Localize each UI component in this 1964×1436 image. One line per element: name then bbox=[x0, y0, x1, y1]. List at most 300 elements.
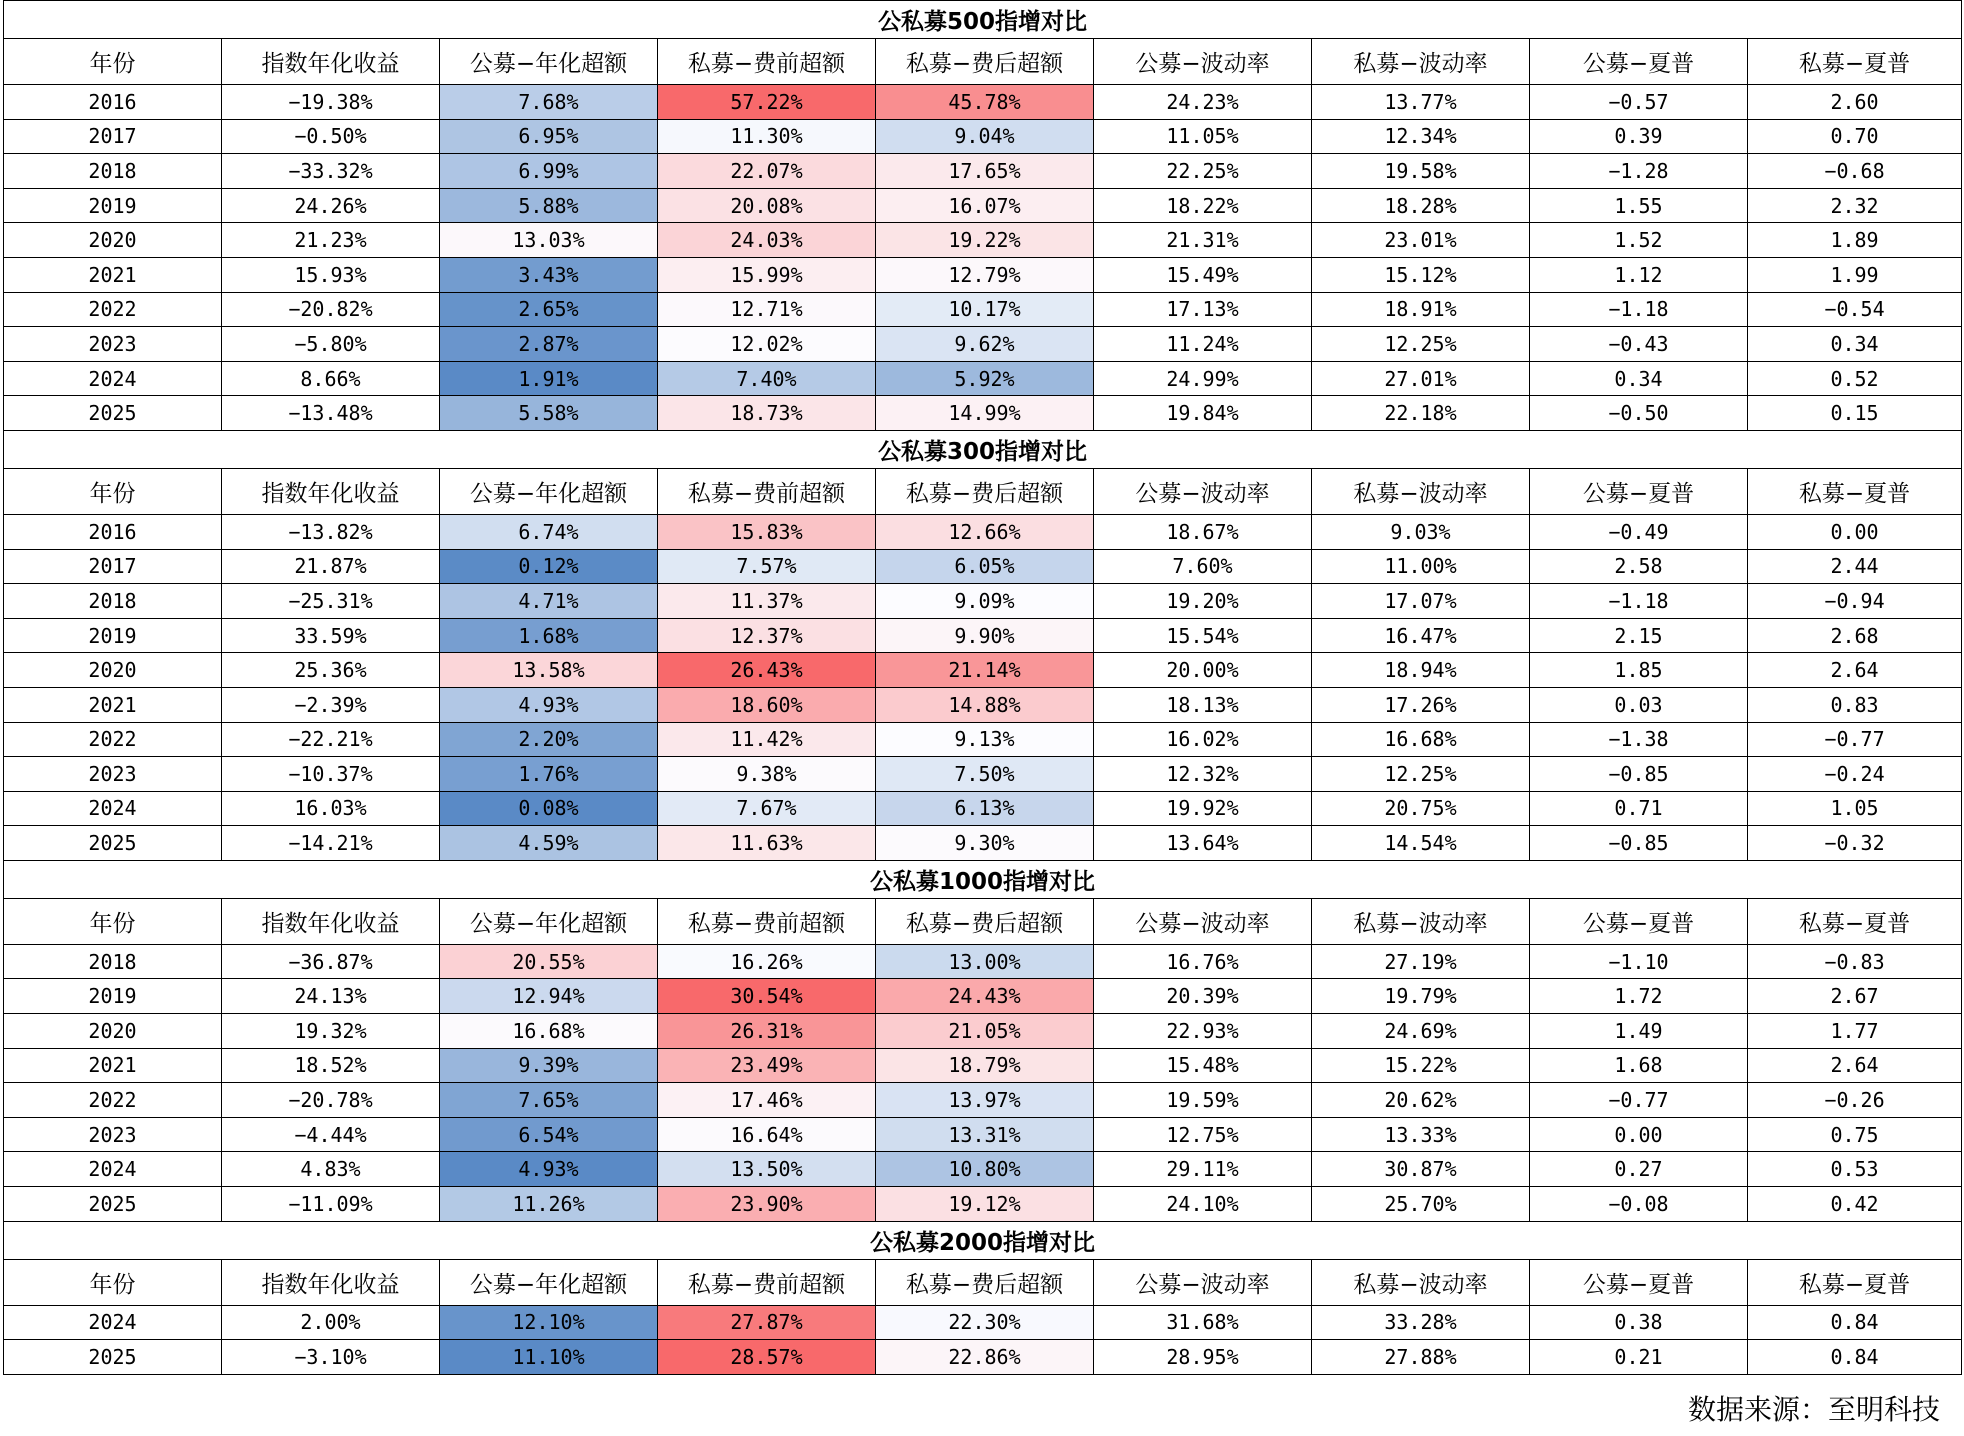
column-header: 公募−波动率 bbox=[1094, 898, 1312, 944]
column-header: 指数年化收益 bbox=[222, 1259, 440, 1305]
data-cell: −5.80% bbox=[222, 327, 440, 362]
table-row bbox=[4, 549, 1962, 584]
table-row bbox=[4, 1340, 1962, 1375]
column-header: 指数年化收益 bbox=[222, 468, 440, 514]
table-row bbox=[4, 1048, 1962, 1083]
data-cell: 22.18% bbox=[1312, 396, 1530, 431]
column-header: 公募−年化超额 bbox=[440, 1259, 658, 1305]
data-cell: 15.22% bbox=[1312, 1048, 1530, 1083]
year-cell: 2021 bbox=[4, 687, 222, 722]
year-cell: 2020 bbox=[4, 653, 222, 688]
table-row bbox=[4, 1014, 1962, 1049]
data-cell: 1.89 bbox=[1748, 223, 1962, 258]
year-cell: 2023 bbox=[4, 1117, 222, 1152]
data-cell: 14.88% bbox=[876, 687, 1094, 722]
data-cell: 24.43% bbox=[876, 979, 1094, 1014]
table-row bbox=[4, 361, 1962, 396]
data-cell: 2.65% bbox=[440, 292, 658, 327]
data-cell: −33.32% bbox=[222, 154, 440, 189]
year-cell: 2020 bbox=[4, 223, 222, 258]
data-cell: 7.50% bbox=[876, 757, 1094, 792]
table-row bbox=[4, 618, 1962, 653]
section-title-row bbox=[4, 1, 1962, 39]
table-row bbox=[4, 85, 1962, 120]
data-cell: −0.26 bbox=[1748, 1083, 1962, 1118]
column-header: 年份 bbox=[4, 898, 222, 944]
data-cell: 23.01% bbox=[1312, 223, 1530, 258]
data-cell: 8.66% bbox=[222, 361, 440, 396]
data-cell: 16.76% bbox=[1094, 944, 1312, 979]
data-cell: −0.57 bbox=[1530, 85, 1748, 120]
column-header: 私募−费后超额 bbox=[876, 468, 1094, 514]
data-cell: 22.25% bbox=[1094, 154, 1312, 189]
data-cell: 21.23% bbox=[222, 223, 440, 258]
comparison-table bbox=[3, 0, 1962, 1375]
data-cell: 7.65% bbox=[440, 1083, 658, 1118]
data-cell: −36.87% bbox=[222, 944, 440, 979]
data-cell: 0.42 bbox=[1748, 1187, 1962, 1222]
column-header: 私募−夏普 bbox=[1748, 1259, 1962, 1305]
year-cell: 2019 bbox=[4, 618, 222, 653]
data-cell: 26.31% bbox=[658, 1014, 876, 1049]
data-cell: 2.64 bbox=[1748, 1048, 1962, 1083]
data-cell: 2.64 bbox=[1748, 653, 1962, 688]
data-cell: 16.68% bbox=[1312, 722, 1530, 757]
data-cell: 57.22% bbox=[658, 85, 876, 120]
data-cell: 2.68 bbox=[1748, 618, 1962, 653]
data-cell: −0.54 bbox=[1748, 292, 1962, 327]
table-row bbox=[4, 757, 1962, 792]
column-header: 指数年化收益 bbox=[222, 898, 440, 944]
data-cell: −10.37% bbox=[222, 757, 440, 792]
data-cell: 15.49% bbox=[1094, 257, 1312, 292]
column-header: 指数年化收益 bbox=[222, 39, 440, 85]
data-cell: 2.15 bbox=[1530, 618, 1748, 653]
data-cell: 0.03 bbox=[1530, 687, 1748, 722]
data-cell: 27.88% bbox=[1312, 1340, 1530, 1375]
data-cell: 18.67% bbox=[1094, 514, 1312, 549]
section-title: 公私募500指增对比 bbox=[4, 1, 1962, 39]
data-cell: 7.40% bbox=[658, 361, 876, 396]
data-cell: 2.32 bbox=[1748, 188, 1962, 223]
data-cell: 0.38 bbox=[1530, 1305, 1748, 1340]
data-cell: −0.24 bbox=[1748, 757, 1962, 792]
table-row bbox=[4, 327, 1962, 362]
data-cell: 1.55 bbox=[1530, 188, 1748, 223]
data-cell: 1.72 bbox=[1530, 979, 1748, 1014]
data-cell: 13.64% bbox=[1094, 826, 1312, 861]
year-cell: 2019 bbox=[4, 979, 222, 1014]
table-row bbox=[4, 1083, 1962, 1118]
data-cell: −0.94 bbox=[1748, 584, 1962, 619]
data-cell: 7.57% bbox=[658, 549, 876, 584]
data-cell: 19.79% bbox=[1312, 979, 1530, 1014]
data-cell: 18.28% bbox=[1312, 188, 1530, 223]
data-cell: 20.62% bbox=[1312, 1083, 1530, 1118]
data-cell: 21.87% bbox=[222, 549, 440, 584]
column-header: 私募−费后超额 bbox=[876, 1259, 1094, 1305]
data-cell: 12.94% bbox=[440, 979, 658, 1014]
column-header: 公募−夏普 bbox=[1530, 1259, 1748, 1305]
data-cell: 13.58% bbox=[440, 653, 658, 688]
table-row bbox=[4, 944, 1962, 979]
data-cell: 13.50% bbox=[658, 1152, 876, 1187]
data-cell: 21.31% bbox=[1094, 223, 1312, 258]
data-cell: 0.34 bbox=[1530, 361, 1748, 396]
data-cell: 1.05 bbox=[1748, 791, 1962, 826]
data-cell: 28.95% bbox=[1094, 1340, 1312, 1375]
column-header: 私募−费前超额 bbox=[658, 898, 876, 944]
data-cell: 6.54% bbox=[440, 1117, 658, 1152]
year-cell: 2022 bbox=[4, 722, 222, 757]
data-cell: 0.83 bbox=[1748, 687, 1962, 722]
data-cell: 0.12% bbox=[440, 549, 658, 584]
data-cell: −0.50% bbox=[222, 119, 440, 154]
data-cell: 9.90% bbox=[876, 618, 1094, 653]
data-cell: 22.07% bbox=[658, 154, 876, 189]
header-row bbox=[4, 1259, 1962, 1305]
data-cell: 19.32% bbox=[222, 1014, 440, 1049]
data-cell: 16.26% bbox=[658, 944, 876, 979]
data-cell: 19.20% bbox=[1094, 584, 1312, 619]
data-cell: 11.30% bbox=[658, 119, 876, 154]
data-cell: 18.94% bbox=[1312, 653, 1530, 688]
section-title-row bbox=[4, 1221, 1962, 1259]
data-cell: 13.77% bbox=[1312, 85, 1530, 120]
data-cell: 22.86% bbox=[876, 1340, 1094, 1375]
data-cell: −1.38 bbox=[1530, 722, 1748, 757]
data-cell: 11.05% bbox=[1094, 119, 1312, 154]
data-cell: 0.15 bbox=[1748, 396, 1962, 431]
data-cell: 16.07% bbox=[876, 188, 1094, 223]
data-cell: 7.67% bbox=[658, 791, 876, 826]
column-header: 公募−波动率 bbox=[1094, 468, 1312, 514]
data-cell: −2.39% bbox=[222, 687, 440, 722]
year-cell: 2017 bbox=[4, 549, 222, 584]
data-cell: 0.21 bbox=[1530, 1340, 1748, 1375]
data-cell: 27.01% bbox=[1312, 361, 1530, 396]
data-cell: 20.00% bbox=[1094, 653, 1312, 688]
column-header: 年份 bbox=[4, 1259, 222, 1305]
data-cell: 12.37% bbox=[658, 618, 876, 653]
table-row bbox=[4, 687, 1962, 722]
data-cell: 24.99% bbox=[1094, 361, 1312, 396]
data-cell: 3.43% bbox=[440, 257, 658, 292]
data-cell: 23.49% bbox=[658, 1048, 876, 1083]
data-cell: 5.92% bbox=[876, 361, 1094, 396]
section-title: 公私募2000指增对比 bbox=[4, 1221, 1962, 1259]
data-cell: 5.58% bbox=[440, 396, 658, 431]
data-cell: −0.49 bbox=[1530, 514, 1748, 549]
data-cell: −20.82% bbox=[222, 292, 440, 327]
table-row bbox=[4, 722, 1962, 757]
column-header: 私募−夏普 bbox=[1748, 468, 1962, 514]
data-cell: 9.03% bbox=[1312, 514, 1530, 549]
table-row bbox=[4, 1152, 1962, 1187]
data-cell: −0.32 bbox=[1748, 826, 1962, 861]
header-row bbox=[4, 39, 1962, 85]
header-row bbox=[4, 898, 1962, 944]
data-cell: 0.27 bbox=[1530, 1152, 1748, 1187]
data-cell: −1.10 bbox=[1530, 944, 1748, 979]
data-cell: 14.54% bbox=[1312, 826, 1530, 861]
data-cell: 1.99 bbox=[1748, 257, 1962, 292]
data-cell: 1.68 bbox=[1530, 1048, 1748, 1083]
data-cell: −1.28 bbox=[1530, 154, 1748, 189]
column-header: 公募−年化超额 bbox=[440, 39, 658, 85]
data-cell: 2.00% bbox=[222, 1305, 440, 1340]
data-cell: 18.79% bbox=[876, 1048, 1094, 1083]
table-row bbox=[4, 1117, 1962, 1152]
section-title-row bbox=[4, 860, 1962, 898]
data-cell: −13.48% bbox=[222, 396, 440, 431]
data-cell: 30.54% bbox=[658, 979, 876, 1014]
data-cell: −0.85 bbox=[1530, 826, 1748, 861]
year-cell: 2016 bbox=[4, 514, 222, 549]
data-cell: 13.31% bbox=[876, 1117, 1094, 1152]
column-header: 私募−波动率 bbox=[1312, 1259, 1530, 1305]
data-cell: 12.79% bbox=[876, 257, 1094, 292]
table-row bbox=[4, 396, 1962, 431]
year-cell: 2025 bbox=[4, 1187, 222, 1222]
data-cell: 27.87% bbox=[658, 1305, 876, 1340]
data-cell: 10.17% bbox=[876, 292, 1094, 327]
data-cell: 0.84 bbox=[1748, 1340, 1962, 1375]
table-row bbox=[4, 584, 1962, 619]
column-header: 私募−费前超额 bbox=[658, 1259, 876, 1305]
data-cell: 21.14% bbox=[876, 653, 1094, 688]
data-cell: 9.39% bbox=[440, 1048, 658, 1083]
data-cell: 0.70 bbox=[1748, 119, 1962, 154]
data-cell: 12.25% bbox=[1312, 327, 1530, 362]
data-cell: 2.60 bbox=[1748, 85, 1962, 120]
data-cell: 4.93% bbox=[440, 687, 658, 722]
year-cell: 2019 bbox=[4, 188, 222, 223]
data-cell: 15.93% bbox=[222, 257, 440, 292]
data-cell: 12.32% bbox=[1094, 757, 1312, 792]
data-cell: 15.12% bbox=[1312, 257, 1530, 292]
data-cell: 15.54% bbox=[1094, 618, 1312, 653]
data-cell: 24.69% bbox=[1312, 1014, 1530, 1049]
data-cell: 25.36% bbox=[222, 653, 440, 688]
data-cell: 24.13% bbox=[222, 979, 440, 1014]
data-cell: 17.07% bbox=[1312, 584, 1530, 619]
data-cell: 18.73% bbox=[658, 396, 876, 431]
data-cell: 2.67 bbox=[1748, 979, 1962, 1014]
data-cell: −25.31% bbox=[222, 584, 440, 619]
data-cell: 0.53 bbox=[1748, 1152, 1962, 1187]
data-cell: 12.71% bbox=[658, 292, 876, 327]
data-cell: 24.03% bbox=[658, 223, 876, 258]
data-cell: −3.10% bbox=[222, 1340, 440, 1375]
data-cell: 33.59% bbox=[222, 618, 440, 653]
column-header: 公募−年化超额 bbox=[440, 468, 658, 514]
data-cell: 18.13% bbox=[1094, 687, 1312, 722]
data-cell: 1.52 bbox=[1530, 223, 1748, 258]
table-row bbox=[4, 514, 1962, 549]
data-cell: 11.37% bbox=[658, 584, 876, 619]
data-cell: 22.30% bbox=[876, 1305, 1094, 1340]
year-cell: 2023 bbox=[4, 757, 222, 792]
data-cell: 2.20% bbox=[440, 722, 658, 757]
year-cell: 2022 bbox=[4, 1083, 222, 1118]
data-cell: 24.10% bbox=[1094, 1187, 1312, 1222]
table-row bbox=[4, 223, 1962, 258]
data-cell: 11.42% bbox=[658, 722, 876, 757]
data-cell: 17.65% bbox=[876, 154, 1094, 189]
data-cell: 15.99% bbox=[658, 257, 876, 292]
data-cell: 1.76% bbox=[440, 757, 658, 792]
table-row bbox=[4, 653, 1962, 688]
data-cell: 17.46% bbox=[658, 1083, 876, 1118]
column-header: 私募−费后超额 bbox=[876, 39, 1094, 85]
data-cell: 28.57% bbox=[658, 1340, 876, 1375]
data-cell: −4.44% bbox=[222, 1117, 440, 1152]
column-header: 公募−波动率 bbox=[1094, 1259, 1312, 1305]
data-cell: 7.60% bbox=[1094, 549, 1312, 584]
data-cell: 16.47% bbox=[1312, 618, 1530, 653]
data-cell: 16.02% bbox=[1094, 722, 1312, 757]
data-cell: 16.03% bbox=[222, 791, 440, 826]
section-title-row bbox=[4, 430, 1962, 468]
column-header: 公募−波动率 bbox=[1094, 39, 1312, 85]
data-cell: 9.62% bbox=[876, 327, 1094, 362]
table-row bbox=[4, 119, 1962, 154]
data-cell: −1.18 bbox=[1530, 584, 1748, 619]
data-cell: 26.43% bbox=[658, 653, 876, 688]
year-cell: 2025 bbox=[4, 396, 222, 431]
data-cell: 6.99% bbox=[440, 154, 658, 189]
data-cell: −0.68 bbox=[1748, 154, 1962, 189]
data-cell: 9.38% bbox=[658, 757, 876, 792]
data-cell: 18.22% bbox=[1094, 188, 1312, 223]
data-cell: 11.63% bbox=[658, 826, 876, 861]
table-row bbox=[4, 791, 1962, 826]
data-cell: 0.71 bbox=[1530, 791, 1748, 826]
year-cell: 2018 bbox=[4, 944, 222, 979]
data-cell: 4.59% bbox=[440, 826, 658, 861]
data-cell: 11.24% bbox=[1094, 327, 1312, 362]
data-cell: 1.12 bbox=[1530, 257, 1748, 292]
table-row bbox=[4, 257, 1962, 292]
data-cell: 16.64% bbox=[658, 1117, 876, 1152]
data-cell: 11.26% bbox=[440, 1187, 658, 1222]
column-header: 公募−夏普 bbox=[1530, 468, 1748, 514]
data-cell: −0.83 bbox=[1748, 944, 1962, 979]
data-cell: 0.00 bbox=[1530, 1117, 1748, 1152]
data-cell: 0.52 bbox=[1748, 361, 1962, 396]
data-cell: −0.77 bbox=[1530, 1083, 1748, 1118]
year-cell: 2024 bbox=[4, 361, 222, 396]
data-cell: −22.21% bbox=[222, 722, 440, 757]
year-cell: 2018 bbox=[4, 584, 222, 619]
year-cell: 2024 bbox=[4, 791, 222, 826]
data-cell: 13.33% bbox=[1312, 1117, 1530, 1152]
year-cell: 2018 bbox=[4, 154, 222, 189]
column-header: 私募−费前超额 bbox=[658, 468, 876, 514]
column-header: 公募−夏普 bbox=[1530, 898, 1748, 944]
data-cell: 24.23% bbox=[1094, 85, 1312, 120]
column-header: 私募−波动率 bbox=[1312, 39, 1530, 85]
data-cell: −20.78% bbox=[222, 1083, 440, 1118]
data-cell: 30.87% bbox=[1312, 1152, 1530, 1187]
column-header: 年份 bbox=[4, 468, 222, 514]
table-row bbox=[4, 826, 1962, 861]
data-cell: 0.84 bbox=[1748, 1305, 1962, 1340]
table-row bbox=[4, 1187, 1962, 1222]
data-cell: 29.11% bbox=[1094, 1152, 1312, 1187]
data-cell: 6.95% bbox=[440, 119, 658, 154]
data-cell: 17.13% bbox=[1094, 292, 1312, 327]
data-cell: 2.87% bbox=[440, 327, 658, 362]
data-cell: 9.04% bbox=[876, 119, 1094, 154]
data-cell: 19.22% bbox=[876, 223, 1094, 258]
data-cell: 9.30% bbox=[876, 826, 1094, 861]
column-header: 私募−波动率 bbox=[1312, 468, 1530, 514]
data-cell: 45.78% bbox=[876, 85, 1094, 120]
year-cell: 2021 bbox=[4, 1048, 222, 1083]
data-cell: 4.93% bbox=[440, 1152, 658, 1187]
data-cell: 6.74% bbox=[440, 514, 658, 549]
data-cell: 1.85 bbox=[1530, 653, 1748, 688]
data-cell: −0.77 bbox=[1748, 722, 1962, 757]
data-cell: 18.60% bbox=[658, 687, 876, 722]
data-cell: 2.58 bbox=[1530, 549, 1748, 584]
year-cell: 2021 bbox=[4, 257, 222, 292]
data-cell: −0.85 bbox=[1530, 757, 1748, 792]
data-cell: 0.39 bbox=[1530, 119, 1748, 154]
year-cell: 2024 bbox=[4, 1305, 222, 1340]
data-cell: 19.12% bbox=[876, 1187, 1094, 1222]
data-cell: 6.13% bbox=[876, 791, 1094, 826]
data-cell: 12.75% bbox=[1094, 1117, 1312, 1152]
table-row bbox=[4, 1305, 1962, 1340]
column-header: 私募−费后超额 bbox=[876, 898, 1094, 944]
data-cell: 1.68% bbox=[440, 618, 658, 653]
year-cell: 2017 bbox=[4, 119, 222, 154]
data-cell: 19.84% bbox=[1094, 396, 1312, 431]
data-cell: 7.68% bbox=[440, 85, 658, 120]
data-cell: 17.26% bbox=[1312, 687, 1530, 722]
table-row bbox=[4, 188, 1962, 223]
data-cell: −11.09% bbox=[222, 1187, 440, 1222]
column-header: 私募−费前超额 bbox=[658, 39, 876, 85]
data-cell: 19.92% bbox=[1094, 791, 1312, 826]
table-row bbox=[4, 154, 1962, 189]
data-cell: 16.68% bbox=[440, 1014, 658, 1049]
data-cell: −1.18 bbox=[1530, 292, 1748, 327]
data-cell: 1.77 bbox=[1748, 1014, 1962, 1049]
table-row bbox=[4, 979, 1962, 1014]
data-cell: 18.52% bbox=[222, 1048, 440, 1083]
data-cell: 33.28% bbox=[1312, 1305, 1530, 1340]
data-cell: 13.00% bbox=[876, 944, 1094, 979]
data-cell: 23.90% bbox=[658, 1187, 876, 1222]
data-cell: 9.13% bbox=[876, 722, 1094, 757]
data-cell: 12.25% bbox=[1312, 757, 1530, 792]
data-cell: 0.75 bbox=[1748, 1117, 1962, 1152]
column-header: 年份 bbox=[4, 39, 222, 85]
data-cell: 15.83% bbox=[658, 514, 876, 549]
data-cell: 0.08% bbox=[440, 791, 658, 826]
data-cell: 19.59% bbox=[1094, 1083, 1312, 1118]
data-cell: 14.99% bbox=[876, 396, 1094, 431]
column-header: 公募−年化超额 bbox=[440, 898, 658, 944]
data-cell: 27.19% bbox=[1312, 944, 1530, 979]
data-cell: 20.55% bbox=[440, 944, 658, 979]
section-title: 公私募300指增对比 bbox=[4, 430, 1962, 468]
year-cell: 2020 bbox=[4, 1014, 222, 1049]
